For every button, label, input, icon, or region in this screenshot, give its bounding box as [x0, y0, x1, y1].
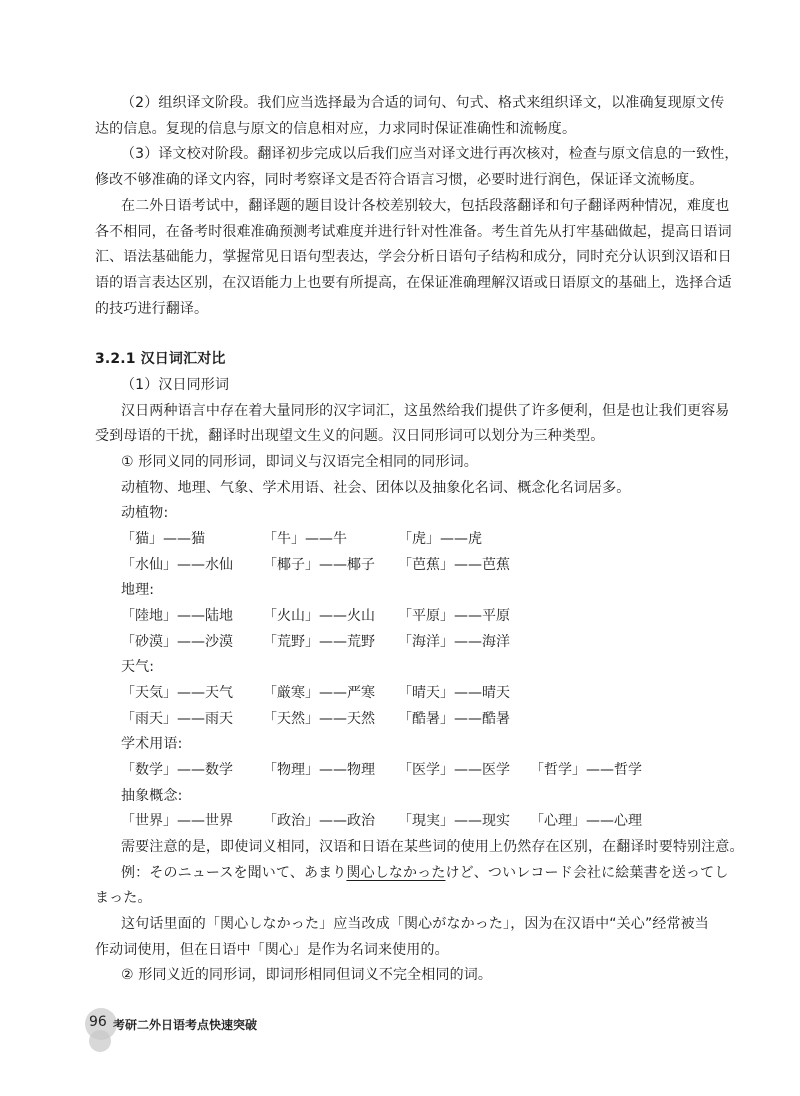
paragraph-line: 各不相同，在备考时很难准确预测考试难度并进行针对性准备。考生首先从打牢基础做起，提高日语词: [95, 224, 732, 240]
paragraph-line: 语的语言表达区别，在汉语能力上也要有所提高，在保证准确理解汉语或日语原文的基础上，选择合适: [95, 275, 732, 291]
paragraph-line: 达的信息。复现的信息与原文的信息相对应，力求同时保证准确性和流畅度。: [95, 121, 577, 137]
word-pair: 「牛」——牛: [263, 531, 347, 547]
example-text: 例：そのニュースを聞いて、あまり: [121, 865, 347, 881]
category-label: 地理:: [121, 582, 155, 598]
paragraph-line: 的技巧进行翻译。: [95, 301, 209, 317]
word-pair: 「心理」——心理: [530, 813, 642, 829]
category-label: 抽象概念:: [121, 788, 183, 804]
word-pair: 「世界」——世界: [121, 813, 233, 829]
book-title: 考研二外日语考点快速突破: [113, 1018, 258, 1032]
type-heading: ① 形同义同的同形词，即词义与汉语完全相同的同形词。: [121, 454, 478, 470]
paragraph-line: （3）译文校对阶段。翻译初步完成以后我们应当对译文进行再次核对，检查与原文信息的一致性，: [121, 146, 739, 162]
example-sentence: [121, 862, 728, 884]
category-label: 动植物:: [121, 505, 169, 521]
word-pair: 「医学」——医学: [398, 762, 510, 778]
example-underlined-text: 関心しなかった: [346, 865, 446, 881]
paragraph-line: 汉日两种语言中存在着大量同形的汉字词汇，这虽然给我们提供了许多便利，但是也让我们更容易: [121, 403, 730, 419]
paragraph-line: 动植物、地理、气象、学术用语、社会、团体以及抽象化名词、概念化名词居多。: [121, 480, 631, 496]
category-label: 天气:: [121, 659, 155, 675]
paragraph-line: 需要注意的是，即使词义相同，汉语和日语在某些词的使用上仍然存在区别，在翻译时要特别注意。: [121, 839, 744, 855]
word-pair: 「砂漠」——沙漠: [121, 634, 233, 650]
word-pair: 「水仙」——水仙: [121, 557, 233, 573]
word-pair: 「晴天」——晴天: [398, 685, 510, 701]
word-pair: 「政治」——政治: [263, 813, 375, 829]
example-sentence-cont: まった。: [95, 890, 152, 906]
paragraph-line: 在二外日语考试中，翻译题的题目设计各校差别较大，包括段落翻译和句子翻译两种情况，难度也: [121, 198, 730, 214]
word-pair: 「火山」——火山: [263, 608, 375, 624]
section-heading: 3.2.1 汉日词汇对比: [95, 351, 226, 367]
word-pair: 「厳寒」——严寒: [263, 685, 375, 701]
word-pair: 「現実」——现实: [398, 813, 510, 829]
type-heading: ② 形同义近的同形词，即词形相同但词义不完全相同的词。: [121, 967, 493, 983]
word-pair: 「数学」——数学: [121, 762, 233, 778]
page-number: 96: [89, 1014, 107, 1030]
word-pair: 「芭蕉」——芭蕉: [398, 557, 510, 573]
word-pair: 「猫」——猫: [121, 531, 205, 547]
paragraph-line: 作动词使用，但在日语中「関心」是作为名词来使用的。: [95, 942, 449, 958]
word-pair: 「椰子」——椰子: [263, 557, 375, 573]
word-pair: 「物理」——物理: [263, 762, 375, 778]
paragraph-line: 受到母语的干扰，翻译时出现望文生义的问题。汉日同形词可以划分为三种类型。: [95, 428, 605, 444]
category-label: 学术用语:: [121, 736, 183, 752]
word-pair: 「虎」——虎: [398, 531, 482, 547]
word-pair: 「平原」——平原: [398, 608, 510, 624]
word-pair: 「陸地」——陆地: [121, 608, 233, 624]
word-pair: 「荒野」——荒野: [263, 634, 375, 650]
word-pair: 「天気」——天气: [121, 685, 233, 701]
example-text: けど、ついレコード会社に絵葉書を送ってし: [445, 865, 729, 881]
word-pair: 「雨天」——雨天: [121, 711, 233, 727]
word-pair: 「海洋」——海洋: [398, 634, 510, 650]
paragraph-line: 这句话里面的「関心しなかった」应当改成「関心がなかった」，因为在汉语中“关心”经常被当: [121, 916, 709, 932]
paragraph-line: 汇、语法基础能力，掌握常见日语句型表达，学会分析日语句子结构和成分，同时充分认识到汉语和日: [95, 249, 732, 265]
paragraph-line: （2）组织译文阶段。我们应当选择最为合适的词句、句式、格式来组织译文，以准确复现原文传: [121, 95, 725, 111]
paragraph-line: 修改不够准确的译文内容，同时考察译文是否符合语言习惯，必要时进行润色，保证译文流畅度。: [95, 172, 704, 188]
word-pair: 「酷暑」——酷暑: [398, 711, 510, 727]
page-number-badge-shadow: [89, 1030, 111, 1052]
word-pair: 「天然」——天然: [263, 711, 375, 727]
subsection-heading: （1）汉日同形词: [121, 377, 230, 393]
word-pair: 「哲学」——哲学: [530, 762, 642, 778]
